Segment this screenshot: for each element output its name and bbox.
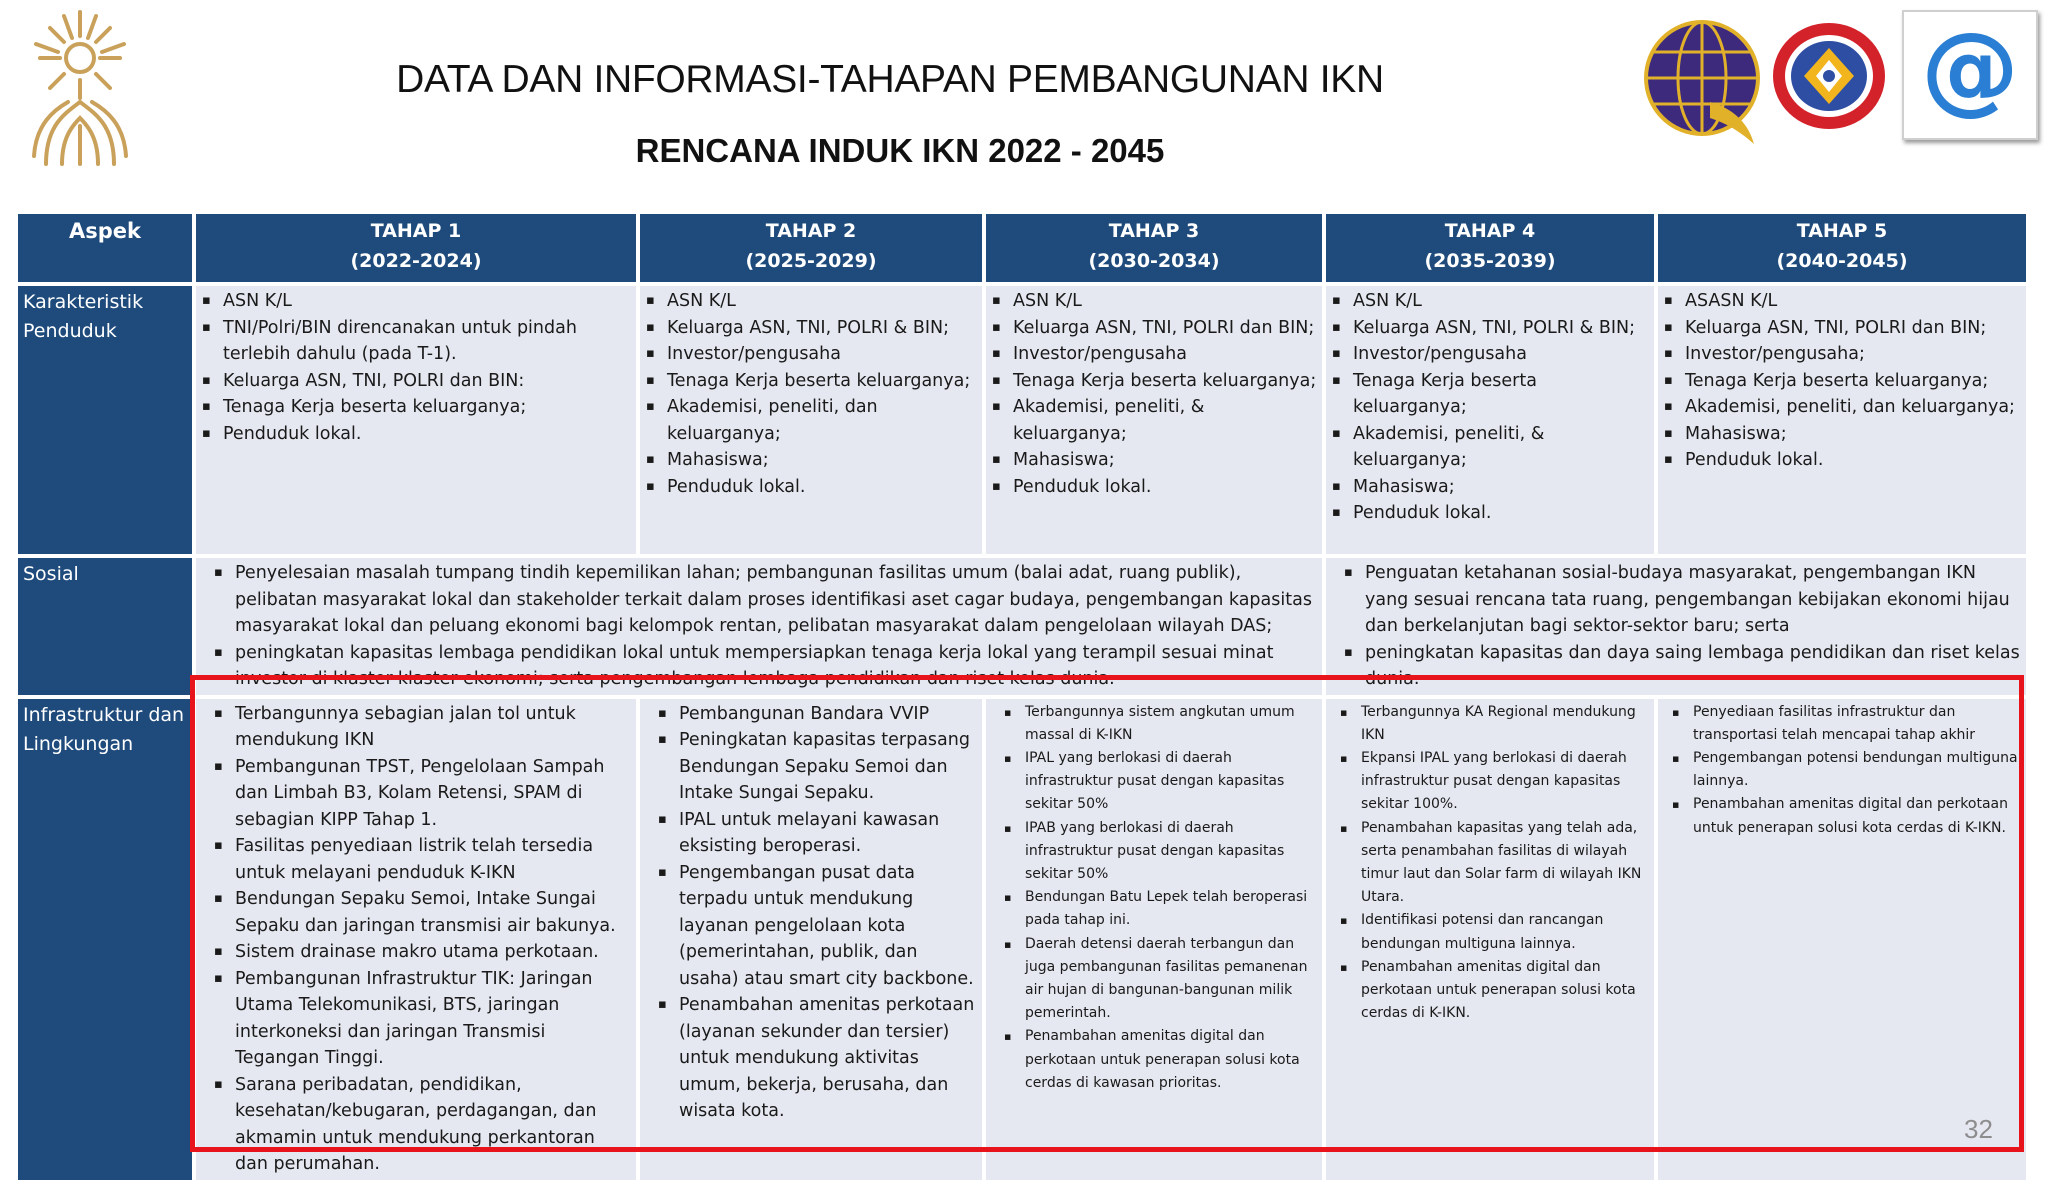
page-title: DATA DAN INFORMASI-TAHAPAN PEMBANGUNAN IKN: [396, 58, 1384, 101]
list-item: ▪ Investor/pengusaha: [1009, 341, 1317, 368]
table-row-infrastruktur-lingkungan: [16, 697, 2028, 1182]
column-header-tahap-3: TAHAP 3 (2030-2034): [984, 212, 1324, 284]
cell-infrastruktur-tahap-5: [1656, 697, 2028, 1182]
list-item: ▪ Penduduk lokal.: [1009, 474, 1317, 501]
list-item: ▪ Penambahan amenitas digital dan perkotaan untuk penerapan solusi kota cerdas di K-IKN.: [1357, 956, 1649, 1026]
column-header-tahap-5: TAHAP 5 (2040-2045): [1656, 212, 2028, 284]
list-item: ▪ ASN K/L: [1349, 288, 1649, 315]
list-item: ▪ IPAL yang berlokasi di daerah infrastruktur pusat dengan kapasitas sekitar 50%: [1021, 747, 1317, 817]
list-item: ▪ Sistem drainase makro utama perkotaan.: [231, 939, 631, 966]
list-item: ▪ Penduduk lokal.: [663, 474, 977, 501]
cell-sosial-tahap-1-3: [194, 556, 1324, 697]
list-item: ▪ Keluarga ASN, TNI, POLRI dan BIN:: [219, 368, 631, 395]
list-item: ▪ Keluarga ASN, TNI, POLRI & BIN;: [663, 315, 977, 342]
list-item: ▪ Tenaga Kerja beserta keluarganya;: [1681, 368, 2021, 395]
list-item: ▪ Penduduk lokal.: [1349, 500, 1649, 527]
list-item: ▪ ASN K/L: [219, 288, 631, 315]
list-item: ▪ Pengembangan potensi bendungan multiguna lainnya.: [1689, 747, 2021, 793]
list-item: ▪ Bendungan Batu Lepek telah beroperasi pada tahap ini.: [1021, 886, 1317, 932]
list-item: ▪ Peningkatan kapasitas terpasang Bendungan Sepaku Semoi dan Intake Sungai Sepaku.: [675, 727, 977, 807]
list-item: ▪ Terbangunnya sistem angkutan umum massal di K-IKN: [1021, 701, 1317, 747]
list-item: ▪ Pembangunan TPST, Pengelolaan Sampah dan Limbah B3, Kolam Retensi, SPAM di sebagian KIPP Tahap 1.: [231, 754, 631, 834]
list-item: ▪ Keluarga ASN, TNI, POLRI & BIN;: [1349, 315, 1649, 342]
list-item: ▪ peningkatan kapasitas lembaga pendidikan lokal untuk mempersiapkan tenaga kerja lokal yang terampil sesuai minat investor di klaster-klaster ekonomi; serta pengembangan lembaga pendidikan dan riset kelas dunia.: [231, 640, 1317, 693]
list-item: ▪ Terbangunnya sebagian jalan tol untuk mendukung IKN: [231, 701, 631, 754]
list-item: ▪ Ekpansi IPAL yang berlokasi di daerah infrastruktur pusat dengan kapasitas sekitar 100%.: [1357, 747, 1649, 817]
list-item: ▪ Tenaga Kerja beserta keluarganya;: [663, 368, 977, 395]
cell-karakteristik-tahap-5: [1656, 284, 2028, 556]
list-item: ▪ Pembangunan Infrastruktur TIK: Jaringan Utama Telekomunikasi, BTS, jaringan interkoneksi dan jaringan Transmisi Tegangan Tinggi.: [231, 966, 631, 1072]
list-item: ▪ Akademisi, peneliti, & keluarganya;: [1349, 421, 1649, 474]
list-item: ▪ Pembangunan Bandara VVIP: [675, 701, 977, 728]
table-header-row: [16, 212, 2028, 284]
list-item: ▪ Penambahan amenitas perkotaan (layanan sekunder dan tersier) untuk mendukung aktivitas umum, bekerja, berusaha, dan wisata kota.: [675, 992, 977, 1125]
list-item: ▪ Investor/pengusaha: [663, 341, 977, 368]
column-header-aspek: Aspek: [16, 212, 194, 284]
page-number: 32: [1964, 1114, 1993, 1144]
list-item: ▪ Identifikasi potensi dan rancangan bendungan multiguna lainnya.: [1357, 909, 1649, 955]
list-item: ▪ Daerah detensi daerah terbangun dan juga pembangunan fasilitas pemanenan air hujan di bangunan-bangunan milik pemerintah.: [1021, 933, 1317, 1026]
list-item: ▪ Pengembangan pusat data terpadu untuk mendukung layanan pengelolaan kota (pemerintahan, publik, dan usaha) atau smart city backbone.: [675, 860, 977, 993]
table-row-karakteristik-penduduk: [16, 284, 2028, 556]
cell-karakteristik-tahap-3: [984, 284, 1324, 556]
list-item: ▪ TNI/Polri/BIN direncanakan untuk pindah terlebih dahulu (pada T-1).: [219, 315, 631, 368]
list-item: ▪ Mahasiswa;: [1681, 421, 2021, 448]
development-stages-table: [14, 210, 2030, 1184]
cell-sosial-tahap-4-5: [1324, 556, 2028, 697]
list-item: ▪ IPAL untuk melayani kawasan eksisting beroperasi.: [675, 807, 977, 860]
list-item: ▪ Penduduk lokal.: [219, 421, 631, 448]
row-label-karakteristik: Karakteristik Penduduk: [16, 284, 194, 556]
cell-infrastruktur-tahap-3: [984, 697, 1324, 1182]
list-item: ▪ Mahasiswa;: [1009, 447, 1317, 474]
list-item: ▪ Penduduk lokal.: [1681, 447, 2021, 474]
list-item: ▪ Akademisi, peneliti, & keluarganya;: [1009, 394, 1317, 447]
list-item: ▪ ASN K/L: [1009, 288, 1317, 315]
table-row-sosial: [16, 556, 2028, 697]
list-item: ▪ Penambahan amenitas digital dan perkotaan untuk penerapan solusi kota cerdas di kawasan prioritas.: [1021, 1025, 1317, 1095]
list-item: ▪ ASASN K/L: [1681, 288, 2021, 315]
list-item: ▪ Penambahan kapasitas yang telah ada, serta penambahan fasilitas di wilayah timur laut dan Solar farm di wilayah IKN Utara.: [1357, 817, 1649, 910]
list-item: ▪ Penguatan ketahanan sosial-budaya masyarakat, pengembangan IKN yang sesuai rencana tata ruang, pengembangan kebijakan ekonomi hijau dan berkelanjutan bagi sektor-sektor baru; serta: [1361, 560, 2021, 640]
list-item: ▪ Tenaga Kerja beserta keluarganya;: [1349, 368, 1649, 421]
round-emblem-logo-icon: [1770, 20, 1888, 132]
cell-infrastruktur-tahap-4: [1324, 697, 1656, 1182]
list-item: ▪ Investor/pengusaha;: [1681, 341, 2021, 368]
cell-karakteristik-tahap-4: [1324, 284, 1656, 556]
cell-karakteristik-tahap-2: [638, 284, 984, 556]
list-item: ▪ Fasilitas penyediaan listrik telah tersedia untuk melayani penduduk K-IKN: [231, 833, 631, 886]
column-header-tahap-2: TAHAP 2 (2025-2029): [638, 212, 984, 284]
cell-infrastruktur-tahap-2: [638, 697, 984, 1182]
at-sign-icon: [1902, 10, 2038, 140]
cell-karakteristik-tahap-1: [194, 284, 638, 556]
list-item: ▪ Bendungan Sepaku Semoi, Intake Sungai Sepaku dan jaringan transmisi air bakunya.: [231, 886, 631, 939]
list-item: ▪ Keluarga ASN, TNI, POLRI dan BIN;: [1009, 315, 1317, 342]
list-item: ▪ ASN K/L: [663, 288, 977, 315]
cell-infrastruktur-tahap-1: [194, 697, 638, 1182]
list-item: ▪ Tenaga Kerja beserta keluarganya;: [1009, 368, 1317, 395]
column-header-tahap-4: TAHAP 4 (2035-2039): [1324, 212, 1656, 284]
svg-text:@: @: [1921, 20, 2019, 126]
row-label-sosial: Sosial: [16, 556, 194, 697]
list-item: ▪ Penyediaan fasilitas infrastruktur dan transportasi telah mencapai tahap akhir: [1689, 701, 2021, 747]
row-label-infrastruktur: Infrastruktur dan Lingkungan: [16, 697, 194, 1182]
column-header-tahap-1: TAHAP 1 (2022-2024): [194, 212, 638, 284]
list-item: ▪ Keluarga ASN, TNI, POLRI dan BIN;: [1681, 315, 2021, 342]
list-item: ▪ Tenaga Kerja beserta keluarganya;: [219, 394, 631, 421]
list-item: ▪ Akademisi, peneliti, dan keluarganya;: [1681, 394, 2021, 421]
list-item: ▪ Penyelesaian masalah tumpang tindih kepemilikan lahan; pembangunan fasilitas umum (balai adat, ruang publik), pelibatan masyarakat lokal dan stakeholder terkait dalam proses identifikasi aset cagar budaya, pengembangan kapasitas masyarakat lokal dan peluang ekonomi bagi kelompok rentan, pelibatan masyarakat dalam pengelolaan wilayah DAS;: [231, 560, 1317, 640]
list-item: ▪ Mahasiswa;: [1349, 474, 1649, 501]
page-subtitle: RENCANA INDUK IKN 2022 - 2045: [635, 132, 1165, 169]
list-item: ▪ Mahasiswa;: [663, 447, 977, 474]
list-item: ▪ Investor/pengusaha: [1349, 341, 1649, 368]
list-item: ▪ Sarana peribadatan, pendidikan, kesehatan/kebugaran, perdagangan, dan akmamin untuk mendukung perkantoran dan perumahan.: [231, 1072, 631, 1178]
list-item: ▪ peningkatan kapasitas dan daya saing lembaga pendidikan dan riset kelas dunia.: [1361, 640, 2021, 693]
list-item: ▪ Penambahan amenitas digital dan perkotaan untuk penerapan solusi kota cerdas di K-IKN.: [1689, 793, 2021, 839]
list-item: ▪ Akademisi, peneliti, dan keluarganya;: [663, 394, 977, 447]
list-item: ▪ Terbangunnya KA Regional mendukung IKN: [1357, 701, 1649, 747]
list-item: ▪ IPAB yang berlokasi di daerah infrastruktur pusat dengan kapasitas sekitar 50%: [1021, 817, 1317, 887]
